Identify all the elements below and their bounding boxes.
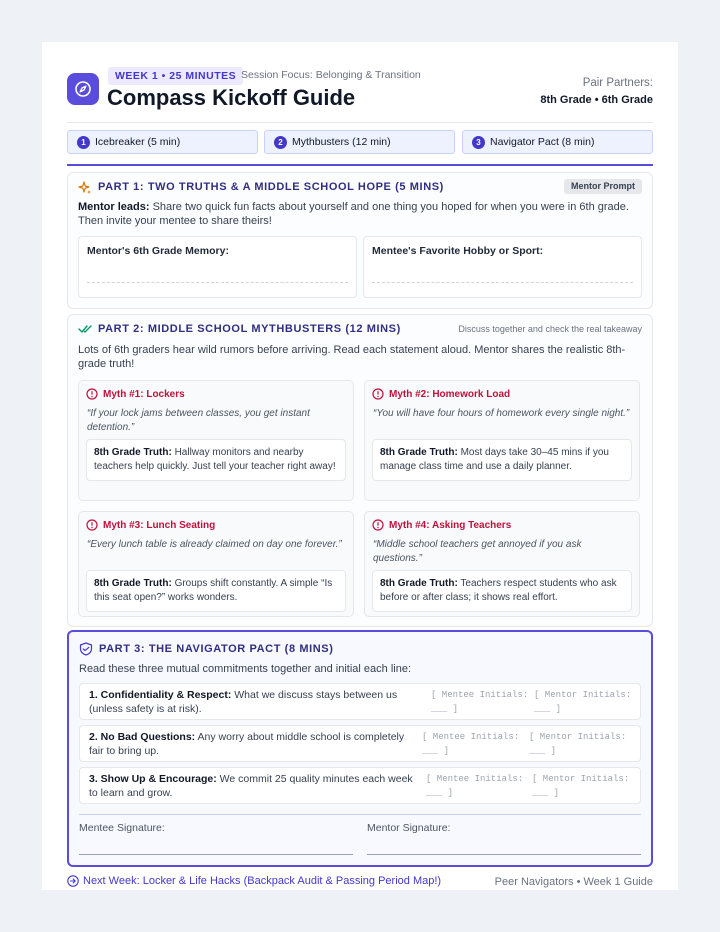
step-label: Icebreaker (5 min) — [95, 136, 181, 148]
myth-card-homework — [364, 380, 640, 501]
commitment-text: Any worry about middle school is completely fair to bring up. — [89, 731, 405, 757]
truth-box — [86, 439, 346, 481]
myth-quote: “You will have four hours of homework every single night.” — [373, 408, 630, 419]
mentor-signature-label: Mentor Signature: — [367, 822, 451, 834]
next-week-text: Next Week: Locker & Life Hacks (Backpack Audit & Passing Period Map!) — [83, 875, 442, 887]
footer-guide-label: Peer Navigators • Week 1 Guide — [494, 876, 653, 888]
myth-title: Myth #2: Homework Load — [389, 388, 511, 400]
commitment-text: What we discuss stays between us (unless safety is at risk). — [89, 689, 398, 715]
truth-text: Teachers respect students who ask before or after class; it shows real effort. — [380, 578, 617, 603]
myth-title: Myth #3: Lunch Seating — [103, 519, 216, 531]
step-icebreaker[interactable] — [67, 130, 258, 154]
alert-circle-icon — [86, 388, 98, 400]
commitment-label: 3. Show Up & Encourage: — [89, 773, 217, 785]
part3-intro: Read these three mutual commitments together and initial each line: — [79, 663, 412, 675]
part2-card — [67, 314, 653, 627]
commitment-label: 1. Confidentiality & Respect: — [89, 689, 232, 701]
mentor-leads-label: Mentor leads: — [78, 201, 150, 213]
mentor-signature-line[interactable] — [367, 854, 641, 855]
week-badge: WEEK 1 • 25 MINUTES — [108, 67, 243, 85]
myth-title: Myth #1: Lockers — [103, 388, 185, 400]
part1-instructions — [78, 200, 638, 228]
double-check-icon — [78, 322, 92, 336]
section-divider — [79, 814, 641, 815]
mentor-leads-text: Share two quick fun facts about yourself and one thing you hoped for when you were in 6th grade. Then invite your mentee to share theirs! — [78, 201, 629, 227]
mentee-hobby-label: Mentee's Favorite Hobby or Sport: — [372, 245, 544, 257]
handshake-shield-icon — [79, 642, 93, 656]
mentee-signature-label: Mentee Signature: — [79, 822, 165, 834]
step-number: 1 — [77, 136, 90, 149]
step-number: 2 — [274, 136, 287, 149]
mentee-signature-line[interactable] — [79, 854, 353, 855]
step-label: Navigator Pact (8 min) — [490, 136, 595, 148]
pact-commitment-row — [79, 767, 641, 804]
pair-partners-value: 8th Grade • 6th Grade — [540, 94, 653, 106]
truth-label: 8th Grade Truth: — [94, 578, 172, 589]
write-line — [372, 282, 633, 283]
mentor-initials-field[interactable]: [ Mentor Initials: ___ ] — [532, 774, 630, 798]
mentee-hobby-field[interactable] — [363, 236, 642, 298]
alert-circle-icon — [86, 519, 98, 531]
mentor-prompt-tag: Mentor Prompt — [564, 179, 642, 194]
next-week-link[interactable] — [67, 875, 441, 887]
mentor-initials-field[interactable]: [ Mentor Initials: ___ ] — [534, 690, 632, 714]
arrow-circle-right-icon — [67, 875, 79, 887]
part1-card — [67, 172, 653, 309]
step-navigator-pact[interactable] — [462, 130, 653, 154]
page-title: Compass Kickoff Guide — [107, 85, 356, 110]
mentor-initials-field[interactable]: [ Mentor Initials: ___ ] — [529, 732, 627, 756]
truth-label: 8th Grade Truth: — [380, 447, 458, 458]
step-number: 3 — [472, 136, 485, 149]
sparkle-icon — [78, 181, 92, 195]
session-focus: Session Focus: Belonging & Transition — [241, 69, 421, 81]
myth-card-lunch — [78, 511, 354, 617]
myth-card-teachers — [364, 511, 640, 617]
mentor-memory-field[interactable] — [78, 236, 357, 298]
truth-text: Hallway monitors and nearby teachers help quickly. Just tell your teacher right away! — [94, 447, 336, 472]
compass-icon — [67, 73, 99, 105]
part2-note: Discuss together and check the real takeaway — [458, 324, 642, 334]
truth-box — [372, 570, 632, 612]
accent-divider — [67, 164, 653, 166]
alert-circle-icon — [372, 519, 384, 531]
truth-box — [372, 439, 632, 481]
part2-intro: Lots of 6th graders hear wild rumors before arriving. Read each statement aloud. Mentor shares the realistic 8th-grade truth! — [78, 344, 626, 370]
myth-quote: “If your lock jams between classes, you get instant detention.” — [87, 408, 310, 433]
truth-label: 8th Grade Truth: — [94, 447, 172, 458]
mentee-initials-field[interactable]: [ Mentee Initials: ___ ] — [431, 690, 529, 714]
session-steps — [67, 130, 653, 154]
myth-card-lockers — [78, 380, 354, 501]
truth-box — [86, 570, 346, 612]
mentee-initials-field[interactable]: [ Mentee Initials: ___ ] — [426, 774, 524, 798]
myth-quote: “Middle school teachers get annoyed if you ask questions.” — [373, 539, 582, 564]
pair-partners-label: Pair Partners: — [582, 77, 653, 89]
part3-title: PART 3: THE NAVIGATOR PACT (8 MINS) — [99, 643, 334, 655]
truth-text: Most days take 30–45 mins if you manage class time and use a daily planner. — [380, 447, 609, 472]
alert-circle-icon — [372, 388, 384, 400]
step-label: Mythbusters (12 min) — [292, 136, 391, 148]
mentee-initials-field[interactable]: [ Mentee Initials: ___ ] — [422, 732, 520, 756]
step-mythbusters[interactable] — [264, 130, 455, 154]
commitment-text: We commit 25 quality minutes each week to learn and grow. — [89, 773, 413, 799]
myth-quote: “Every lunch table is already claimed on day one forever.” — [87, 539, 342, 550]
commitment-label: 2. No Bad Questions: — [89, 731, 196, 743]
guide-page — [42, 42, 678, 890]
truth-label: 8th Grade Truth: — [380, 578, 458, 589]
truth-text: Groups shift constantly. A simple “Is this seat open?” works wonders. — [94, 578, 333, 603]
header — [67, 67, 653, 115]
header-divider — [67, 122, 653, 123]
part1-title: PART 1: TWO TRUTHS & A MIDDLE SCHOOL HOPE (5 MINS) — [98, 181, 444, 193]
part3-card — [67, 630, 653, 867]
pact-commitment-row — [79, 725, 641, 762]
pact-commitment-row — [79, 683, 641, 720]
mentor-memory-label: Mentor's 6th Grade Memory: — [87, 245, 229, 257]
myth-title: Myth #4: Asking Teachers — [389, 519, 512, 531]
part2-title: PART 2: MIDDLE SCHOOL MYTHBUSTERS (12 MINS) — [98, 323, 401, 335]
write-line — [87, 282, 348, 283]
